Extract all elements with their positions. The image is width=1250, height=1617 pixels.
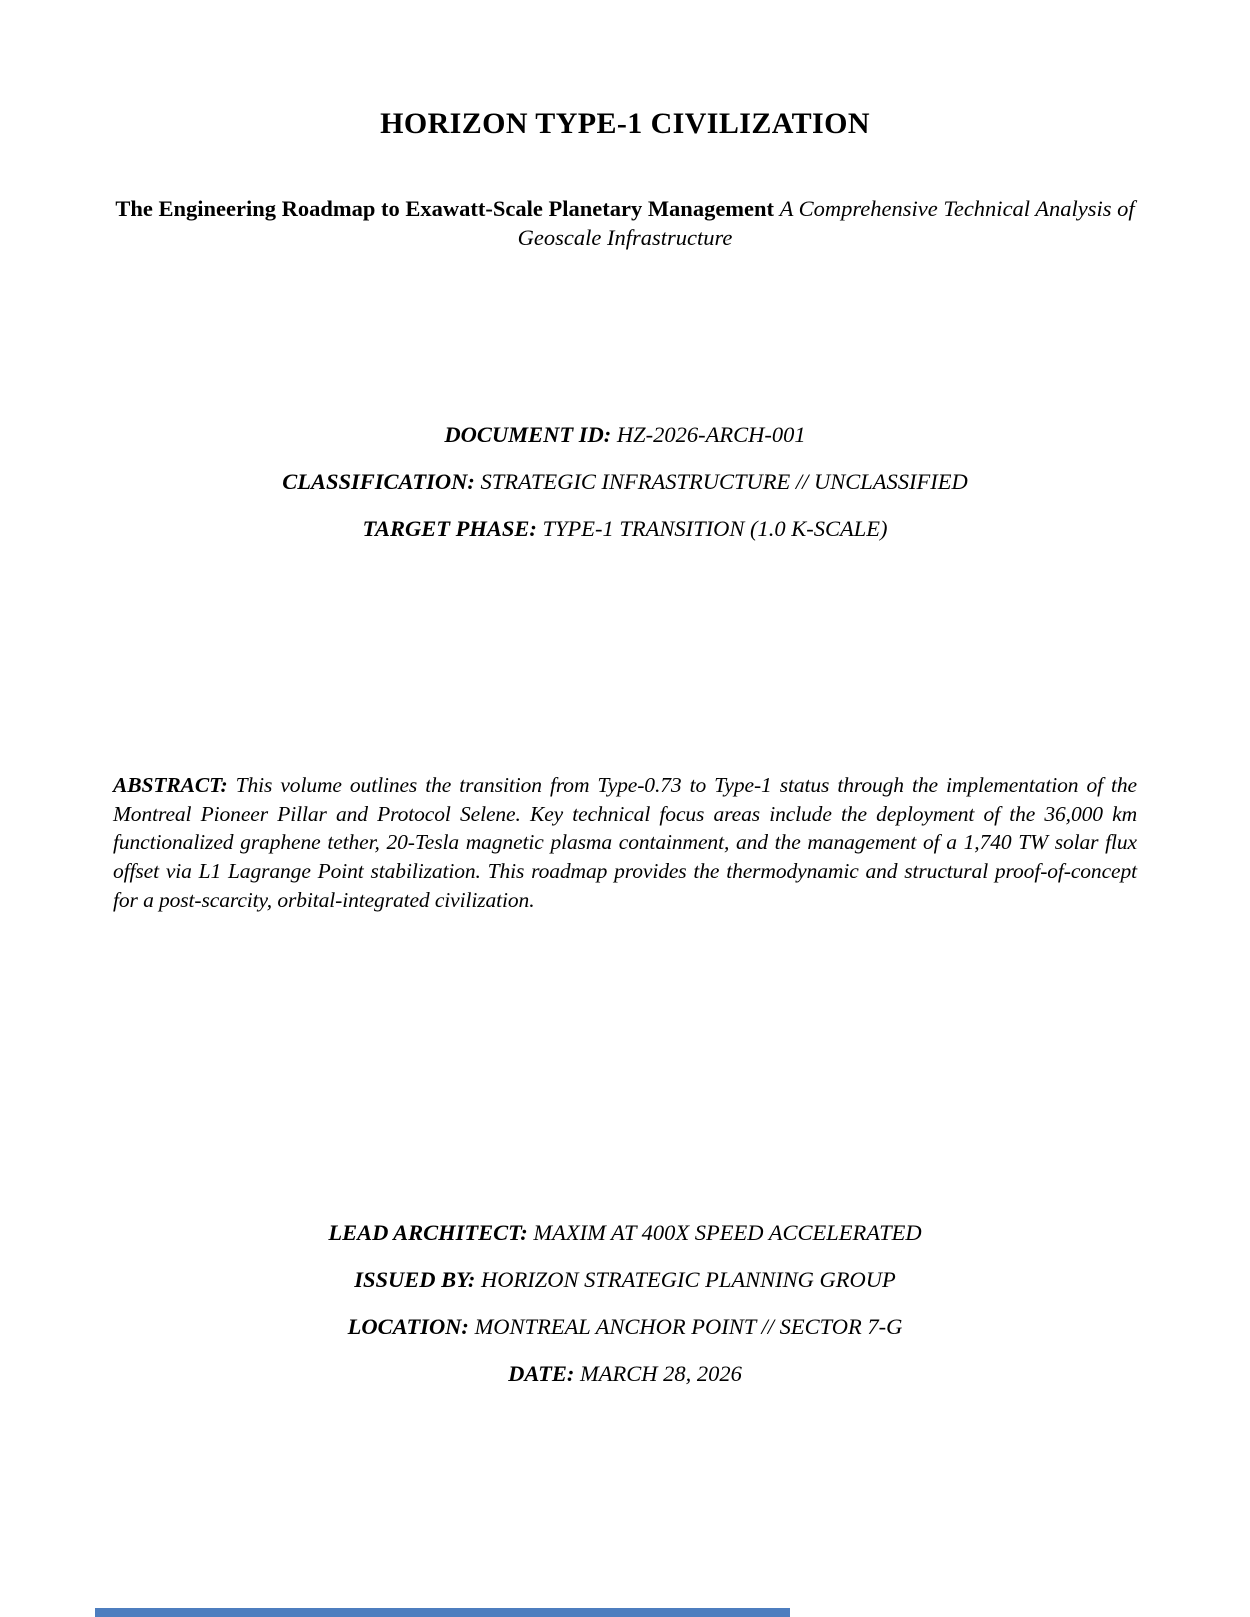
abstract-label: ABSTRACT: xyxy=(113,772,228,797)
abstract-paragraph xyxy=(113,771,1137,915)
date-label: DATE: xyxy=(508,1361,575,1387)
classification-value: STRATEGIC INFRASTRUCTURE // UNCLASSIFIED xyxy=(480,468,968,494)
document-id-value: HZ-2026-ARCH-001 xyxy=(616,421,806,447)
target-phase-value: TYPE-1 TRANSITION (1.0 K-SCALE) xyxy=(542,515,888,541)
lead-architect-value: MAXIM AT 400X SPEED ACCELERATED xyxy=(533,1219,922,1245)
abstract-text: This volume outlines the transition from Type-0.73 to Type-1 status through the implementation of the Montreal Pioneer Pillar and Protocol Selene. Key technical focus areas include the deployment of the 36,000 km functionalized graphene tether, 20-Tesla magnetic plasma containment, and the management of a 1,740 TW solar flux offset via L1 Lagrange Point stabilization. This roadmap provides the thermodynamic and structural proof-of-concept for a post-scarcity, orbital-integrated civilization. xyxy=(113,772,1137,913)
classification-label: CLASSIFICATION: xyxy=(282,468,475,494)
meta-row-date xyxy=(0,1360,1250,1388)
meta-row-location xyxy=(0,1313,1250,1341)
meta-row-document-id xyxy=(0,421,1250,449)
meta-row-lead-architect xyxy=(0,1219,1250,1247)
subtitle-italic-text: A Comprehensive Technical Analysis of Geoscale Infrastructure xyxy=(517,196,1135,251)
target-phase-label: TARGET PHASE: xyxy=(362,515,537,541)
location-label: LOCATION: xyxy=(347,1314,469,1340)
document-id-label: DOCUMENT ID: xyxy=(444,421,612,447)
document-meta-block xyxy=(0,421,1250,543)
bottom-accent-bar xyxy=(95,1608,790,1617)
meta-row-classification xyxy=(0,468,1250,496)
meta-row-issued-by xyxy=(0,1266,1250,1294)
issued-by-value: HORIZON STRATEGIC PLANNING GROUP xyxy=(480,1266,896,1292)
subtitle-bold-text: The Engineering Roadmap to Exawatt-Scale Planetary Management xyxy=(115,196,775,221)
page-title: HORIZON TYPE-1 CIVILIZATION xyxy=(380,107,870,140)
document-subtitle xyxy=(105,194,1145,253)
issued-by-label: ISSUED BY: xyxy=(354,1266,476,1292)
location-value: MONTREAL ANCHOR POINT // SECTOR 7-G xyxy=(474,1314,903,1340)
issue-meta-block xyxy=(0,1219,1250,1389)
meta-row-target-phase xyxy=(0,515,1250,543)
date-value: MARCH 28, 2026 xyxy=(580,1361,742,1387)
lead-architect-label: LEAD ARCHITECT: xyxy=(328,1219,528,1245)
